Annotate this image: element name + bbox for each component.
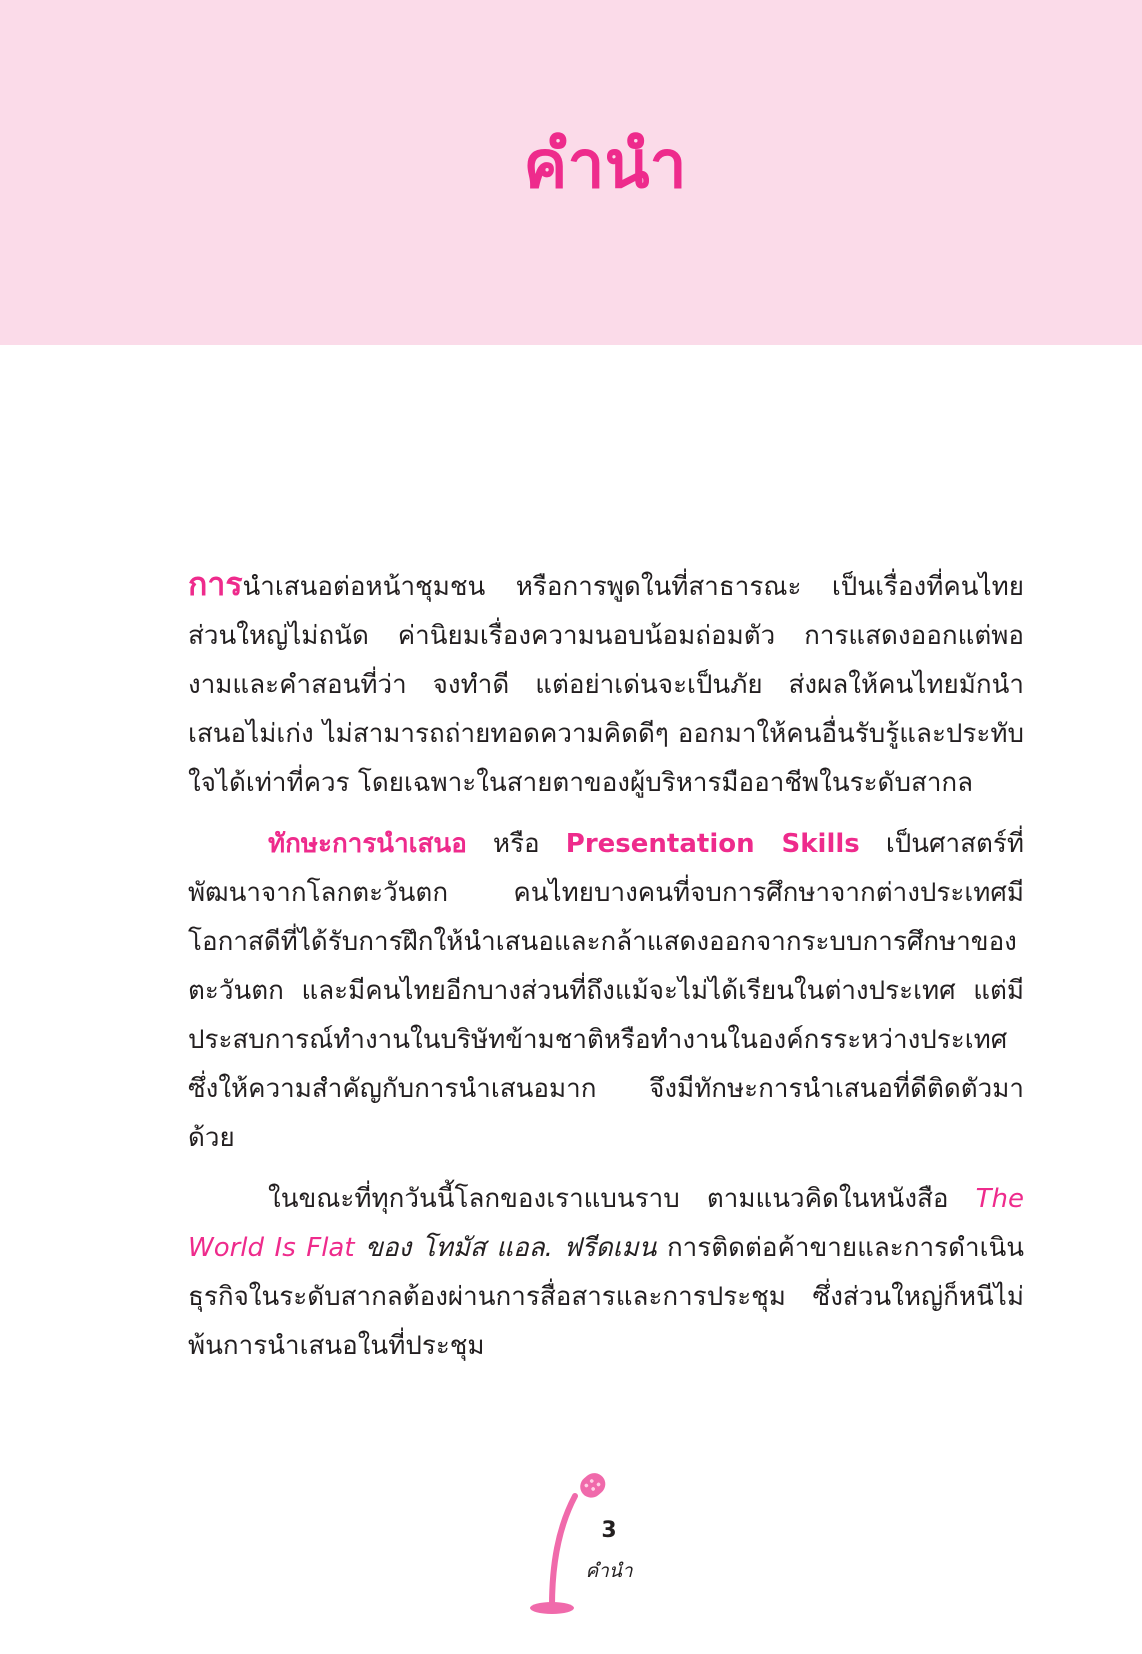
- paragraph-2-text: เป็นศาสตร์ที่พัฒนาจากโลกตะวันตก คนไทยบางคนที่จบการศึกษาจากต่างประเทศมีโอกาสดีที่ได้รับการฝึกให้นำเสนอและกล้าแสดงออกจากระบบการศึกษาของตะวันตก และมีคนไทยอีกบางส่วนที่ถึงแม้จะไม่ได้เรียนในต่างประเทศ แต่มีประสบการณ์ทำงานในบริษัทข้ามชาติหรือทำงานในองค์กรระหว่างประเทศ ซึ่งให้ความสำคัญกับการนำเสนอมาก จึงมีทักษะการนำเสนอที่ดีติดตัวมาด้วย: [188, 829, 1024, 1153]
- page-number: 3: [601, 1518, 617, 1543]
- chapter-title: คำนำ: [523, 126, 687, 203]
- term-english: Presentation Skills: [565, 829, 860, 859]
- book-title: The World Is Flat: [188, 1184, 1024, 1263]
- paragraph-2: [188, 820, 1024, 1163]
- lead-word: การ: [188, 565, 243, 603]
- term-connector: หรือ: [466, 829, 566, 859]
- preface-body: [188, 560, 1024, 1383]
- running-title: คำนำ: [585, 1560, 633, 1582]
- paragraph-3-text-after: การติดต่อค้าขายและการดำเนินธุรกิจในระดับสากลต้องผ่านการสื่อสารและการประชุม ซึ่งส่วนใหญ่ก็หนีไม่พ้นการนำเสนอในที่ประชุม: [188, 1233, 1024, 1361]
- paragraph-1-text: นำเสนอต่อหน้าชุมชน หรือการพูดในที่สาธารณะ เป็นเรื่องที่คนไทยส่วนใหญ่ไม่ถนัด ค่านิยมเรื่องความนอบน้อมถ่อมตัว การแสดงออกแต่พองามและคำสอนที่ว่า จงทำดี แต่อย่าเด่นจะเป็นภัย ส่งผลให้คนไทยมักนำเสนอไม่เก่ง ไม่สามารถถ่ายทอดความคิดดีๆ ออกมาให้คนอื่นรับรู้และประทับใจได้เท่าที่ควร โดยเฉพาะในสายตาของผู้บริหารมืออาชีพในระดับสากล: [188, 572, 1024, 798]
- microphone-icon: [500, 1470, 640, 1620]
- paragraph-1: [188, 560, 1024, 808]
- header-band: [0, 0, 1142, 345]
- book-author: ของ โทมัส แอล. ฟรีดเมน: [354, 1233, 657, 1263]
- paragraph-3: [188, 1175, 1024, 1371]
- paragraph-3-text-before: ในขณะที่ทุกวันนี้โลกของเราแบนราบ ตามแนวคิดในหนังสือ: [268, 1184, 976, 1214]
- term-thai: ทักษะการนำเสนอ: [268, 829, 467, 859]
